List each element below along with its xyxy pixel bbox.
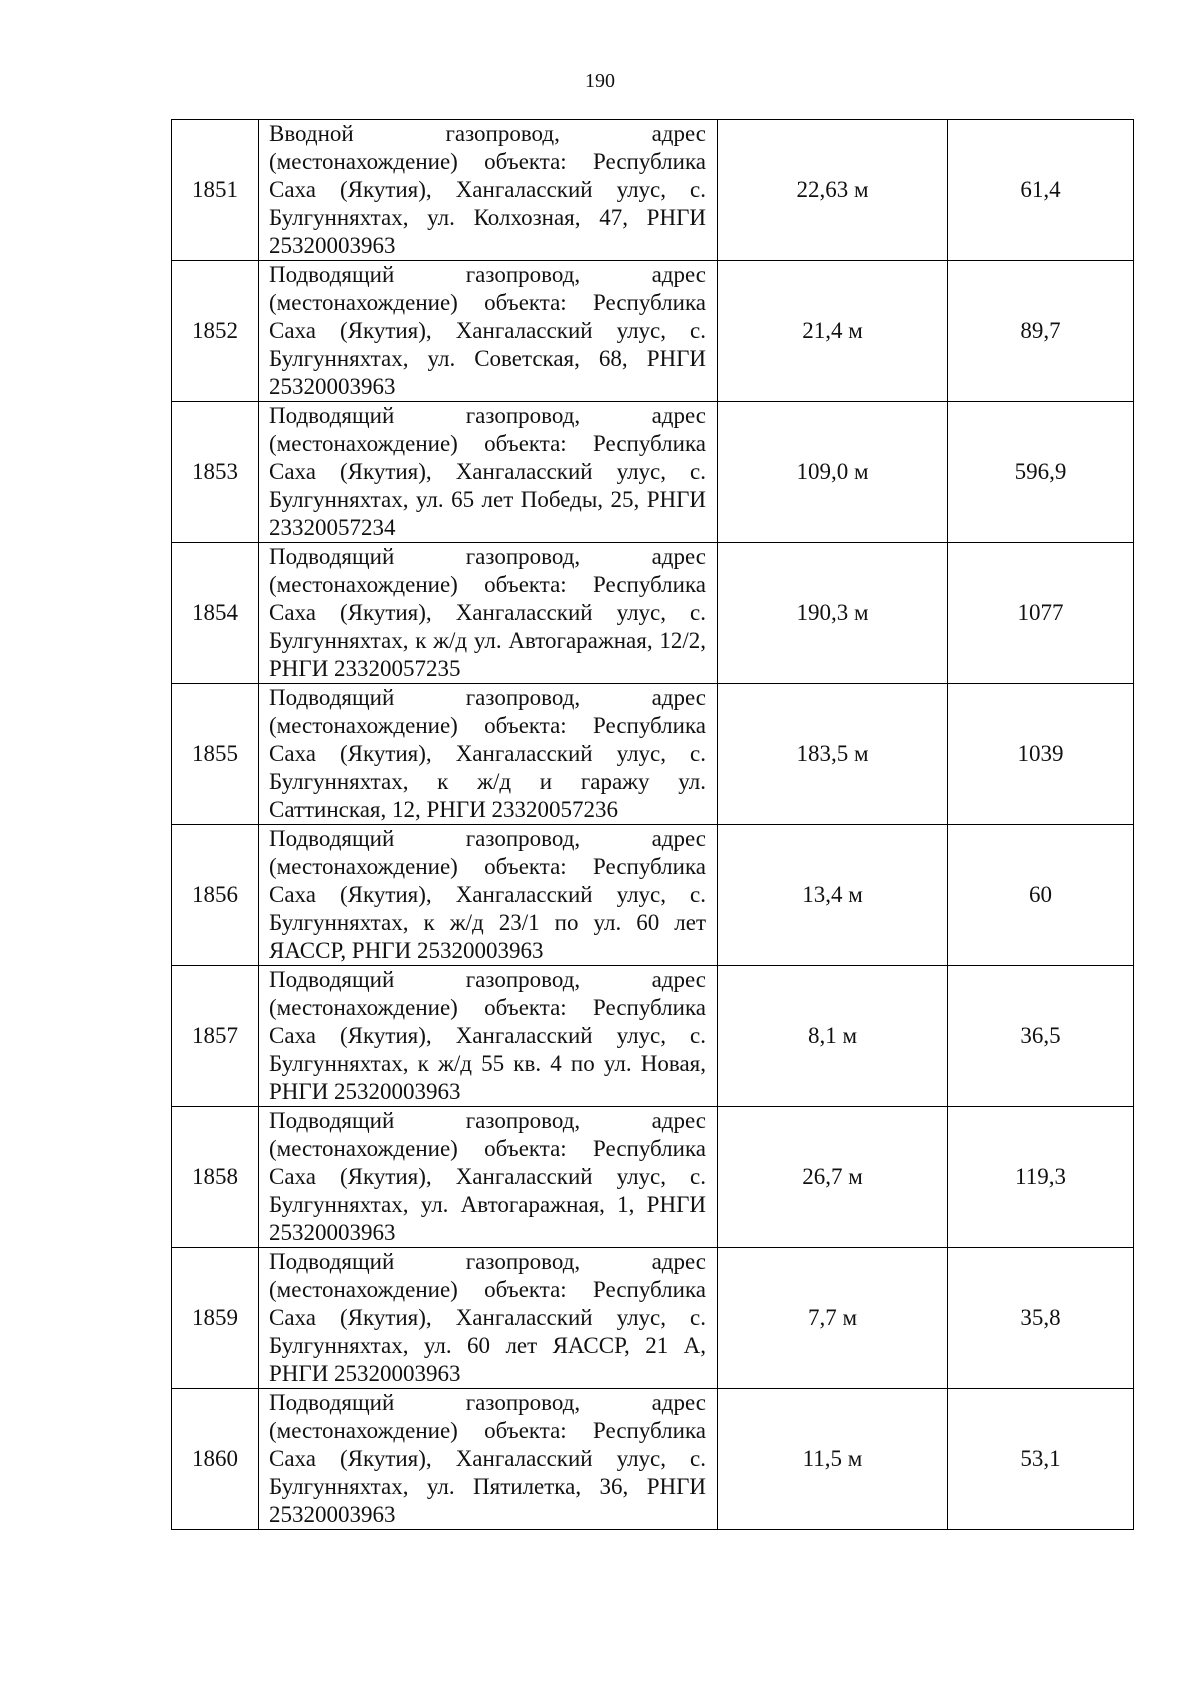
pipeline-length: 22,63 м (718, 120, 948, 261)
object-description: Подводящий газопровод, адрес (местонахождение) объекта: Республика Саха (Якутия), Хангаласский улус, с. Булгунняхтах, к ж/д 55 кв. 4 по ул. Новая, РНГИ 25320003963 (259, 966, 718, 1107)
pipeline-length: 8,1 м (718, 966, 948, 1107)
row-number: 1859 (172, 1248, 259, 1389)
pipeline-length: 190,3 м (718, 543, 948, 684)
object-value: 596,9 (948, 402, 1134, 543)
table-row (172, 120, 1134, 261)
row-number: 1852 (172, 261, 259, 402)
object-description: Подводящий газопровод, адрес (местонахождение) объекта: Республика Саха (Якутия), Хангаласский улус, с. Булгунняхтах, к ж/д и гаражу ул. Саттинская, 12, РНГИ 23320057236 (259, 684, 718, 825)
row-number: 1858 (172, 1107, 259, 1248)
object-value: 60 (948, 825, 1134, 966)
pipeline-length: 21,4 м (718, 261, 948, 402)
object-description: Подводящий газопровод, адрес (местонахождение) объекта: Республика Саха (Якутия), Хангаласский улус, с. Булгунняхтах, ул. 60 лет ЯАССР, 21 А, РНГИ 25320003963 (259, 1248, 718, 1389)
table-row (172, 684, 1134, 825)
object-value: 1039 (948, 684, 1134, 825)
object-description: Подводящий газопровод, адрес (местонахождение) объекта: Республика Саха (Якутия), Хангаласский улус, с. Булгунняхтах, к ж/д 23/1 по ул. 60 лет ЯАССР, РНГИ 25320003963 (259, 825, 718, 966)
table-row (172, 1248, 1134, 1389)
row-number: 1855 (172, 684, 259, 825)
object-description: Вводной газопровод, адрес (местонахождение) объекта: Республика Саха (Якутия), Хангаласский улус, с. Булгунняхтах, ул. Колхозная, 47, РНГИ 25320003963 (259, 120, 718, 261)
table-row (172, 402, 1134, 543)
object-value: 35,8 (948, 1248, 1134, 1389)
row-number: 1851 (172, 120, 259, 261)
row-number: 1860 (172, 1389, 259, 1530)
object-description: Подводящий газопровод, адрес (местонахождение) объекта: Республика Саха (Якутия), Хангаласский улус, с. Булгунняхтах, ул. Пятилетка, 36, РНГИ 25320003963 (259, 1389, 718, 1530)
pipeline-length: 7,7 м (718, 1248, 948, 1389)
pipeline-length: 11,5 м (718, 1389, 948, 1530)
object-description: Подводящий газопровод, адрес (местонахождение) объекта: Республика Саха (Якутия), Хангаласский улус, с. Булгунняхтах, ул. Советская, 68, РНГИ 25320003963 (259, 261, 718, 402)
object-description: Подводящий газопровод, адрес (местонахождение) объекта: Республика Саха (Якутия), Хангаласский улус, с. Булгунняхтах, к ж/д ул. Автогаражная, 12/2, РНГИ 23320057235 (259, 543, 718, 684)
object-value: 1077 (948, 543, 1134, 684)
table-row (172, 1107, 1134, 1248)
pipeline-length: 183,5 м (718, 684, 948, 825)
object-description: Подводящий газопровод, адрес (местонахождение) объекта: Республика Саха (Якутия), Хангаласский улус, с. Булгунняхтах, ул. 65 лет Победы, 25, РНГИ 23320057234 (259, 402, 718, 543)
object-value: 119,3 (948, 1107, 1134, 1248)
table-row (172, 261, 1134, 402)
table-row (172, 966, 1134, 1107)
object-value: 53,1 (948, 1389, 1134, 1530)
table-row (172, 1389, 1134, 1530)
page-number: 190 (585, 70, 615, 92)
pipeline-length: 26,7 м (718, 1107, 948, 1248)
pipeline-length: 109,0 м (718, 402, 948, 543)
registry-table (171, 119, 1134, 1530)
row-number: 1853 (172, 402, 259, 543)
table-row (172, 825, 1134, 966)
table-row (172, 543, 1134, 684)
object-value: 61,4 (948, 120, 1134, 261)
row-number: 1854 (172, 543, 259, 684)
object-description: Подводящий газопровод, адрес (местонахождение) объекта: Республика Саха (Якутия), Хангаласский улус, с. Булгунняхтах, ул. Автогаражная, 1, РНГИ 25320003963 (259, 1107, 718, 1248)
pipeline-length: 13,4 м (718, 825, 948, 966)
row-number: 1857 (172, 966, 259, 1107)
row-number: 1856 (172, 825, 259, 966)
object-value: 36,5 (948, 966, 1134, 1107)
object-value: 89,7 (948, 261, 1134, 402)
